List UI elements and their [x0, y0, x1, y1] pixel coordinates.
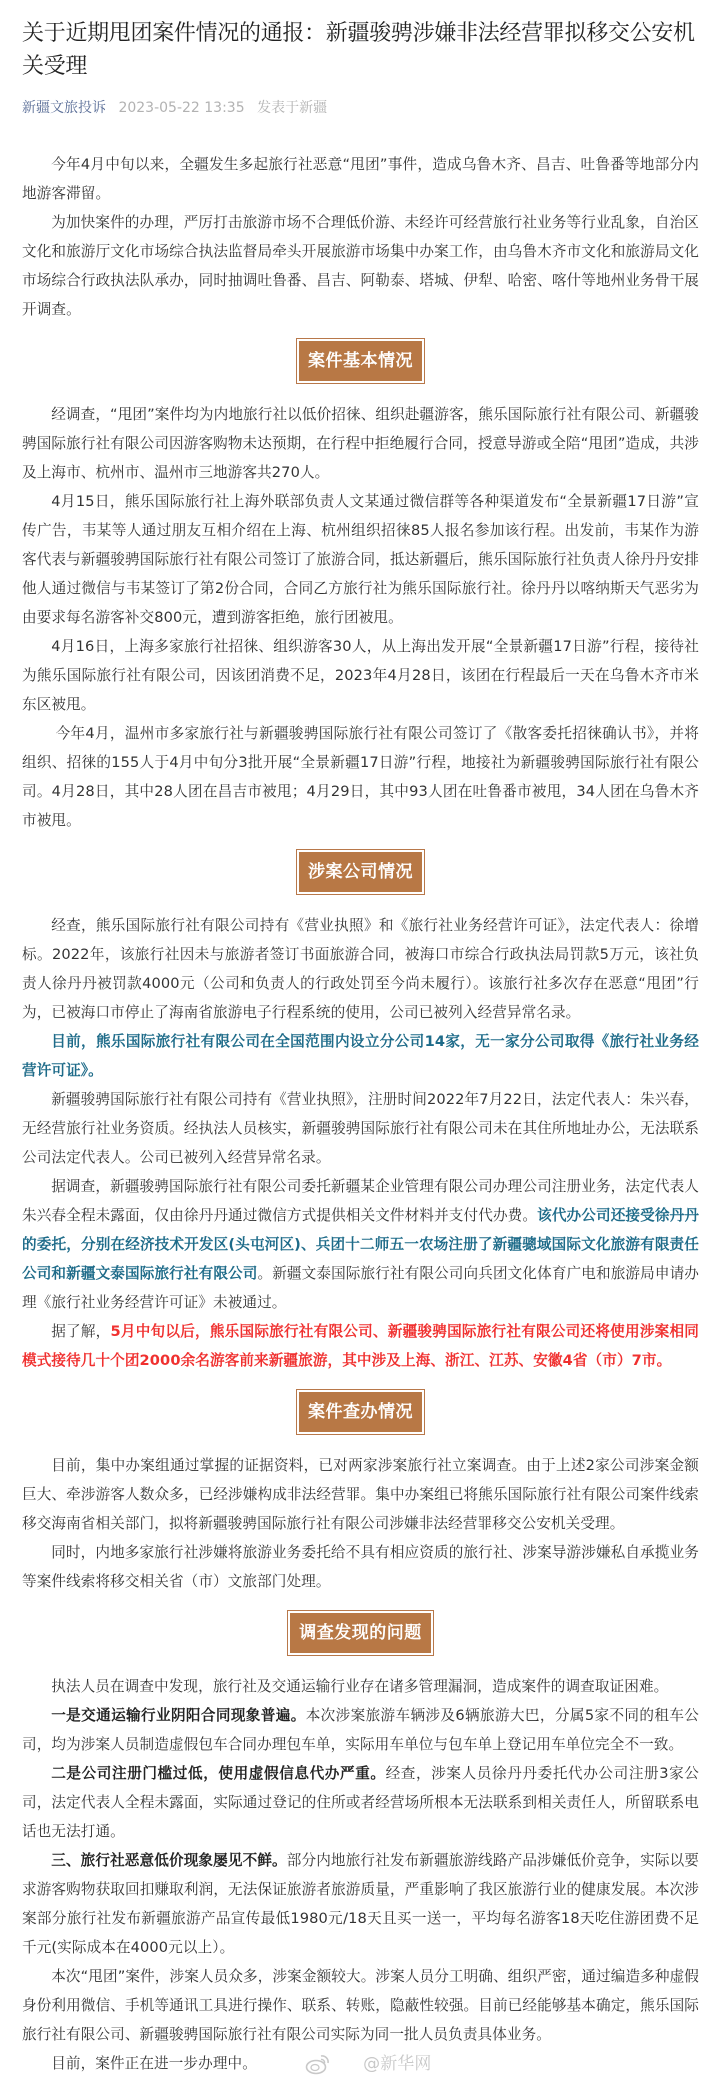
paragraph [22, 1759, 699, 1846]
section-header [296, 849, 425, 895]
highlight-text-blue: 该代办公司还接受徐丹丹的委托，分别在经济技术开发区(头屯河区)、兵团十二师五一农场注册了新疆骢域国际文化旅游有限责任公司和新疆文泰国际旅行社有限公司 [22, 1207, 699, 1282]
section-header [296, 338, 425, 384]
paragraph [22, 1172, 699, 1317]
publish-time: 2023-05-22 13:35 [118, 100, 245, 116]
bold-lead: 一是交通运输行业阴阳合同现象普遍。 [51, 1707, 306, 1724]
paragraph [22, 1846, 699, 1962]
section-header [296, 1389, 425, 1435]
section-header-label: 案件基本情况 [299, 341, 422, 381]
paragraph-text: 本次涉案旅游车辆涉及6辆旅游大巴，分属5家不同的租车公司，均为涉案人员制造虚假包车合同办理包车单，实际用车单位与包车单上登记用车单位完全不一致。 [22, 1707, 699, 1753]
paragraph: 本次“甩团”案件，涉案人员众多，涉案金额较大。涉案人员分工明确、组织严密，通过编造多种虚假身份利用微信、手机等通讯工具进行操作、联系、转账，隐蔽性较强。目前已经能够基本确定，熊乐国际旅行社有限公司、新疆骏骋国际旅行社有限公司实际为同一批人员负责具体业务。 [22, 1968, 699, 2043]
publish-location: 发表于新疆 [257, 100, 328, 116]
paragraph: 新疆骏骋国际旅行社有限公司持有《营业执照》，注册时间2022年7月22日，法定代表人：朱兴春，无经营旅行社业务资质。经执法人员核实，新疆骏骋国际旅行社有限公司未在其住所地址办公，无法联系公司法定代表人。公司已被列入经营异常名录。 [22, 1091, 699, 1166]
paragraph [22, 2049, 699, 2079]
paragraph: 执法人员在调查中发现，旅行社及交通运输行业存在诸多管理漏洞，造成案件的调查取证困难。 [51, 1678, 669, 1695]
section-header-label: 调查发现的问题 [290, 1613, 431, 1653]
section-header-wrap [22, 849, 699, 895]
section-header-wrap [22, 1389, 699, 1435]
paragraph: 今年4月中旬以来，全疆发生多起旅行社恶意“甩团”事件，造成乌鲁木齐、昌吉、吐鲁番等地部分内地游客滞留。 [22, 156, 699, 202]
watermark-text: @新华网 [363, 2053, 432, 2074]
paragraph: 经调查，“甩团”案件均为内地旅行社以低价招徕、组织赴疆游客，熊乐国际旅行社有限公司、新疆骏骋国际旅行社有限公司因游客购物未达预期，在行程中拒绝履行合同，授意导游或全陪“甩团”造成，共涉及上海市、杭州市、温州市三地游客共270人。 [22, 406, 699, 481]
paragraph: 4月16日，上海多家旅行社招徕、组织游客30人，从上海出发开展“全景新疆17日游”行程，接待社为熊乐国际旅行社有限公司，因该团消费不足，2023年4月28日，该团在行程最后一天在乌鲁木齐市米东区被甩。 [22, 638, 699, 713]
paragraph-text: 。新疆文泰国际旅行社有限公司向兵团文化体育广电和旅游局申请办理《旅行社业务经营许可证》未被通过。 [22, 1265, 699, 1311]
paragraph [22, 1317, 699, 1375]
paragraph [22, 1701, 699, 1759]
watermark [305, 2050, 432, 2079]
article-content [22, 150, 699, 2079]
highlight-paragraph: 目前，熊乐国际旅行社有限公司在全国范围内设立分公司14家，无一家分公司取得《旅行社业务经营许可证》。 [22, 1033, 699, 1079]
section-header-wrap [22, 338, 699, 384]
paragraph: 为加快案件的办理，严厉打击旅游市场不合理低价游、未经许可经营旅行社业务等行业乱象，自治区文化和旅游厅文化市场综合执法监督局牵头开展旅游市场集中办案工作，由乌鲁木齐市文化和旅游局文化市场综合行政执法队承办，同时抽调吐鲁番、昌吉、阿勒泰、塔城、伊犁、哈密、喀什等地州业务骨干展开调查。 [22, 214, 699, 318]
section-header-wrap [22, 1610, 699, 1656]
paragraph-text: 部分内地旅行社发布新疆旅游线路产品涉嫌低价竞争，实际以要求游客购物获取回扣赚取利润，无法保证旅游者旅游质量，严重影响了我区旅游行业的健康发展。本次涉案部分旅行社发布新疆旅游产品宣传最低1980元/18天且买一送一，平均每名游客18天吃住游团费不足千元(实际成本在4000元以上）。 [22, 1852, 699, 1956]
article-meta [22, 98, 699, 118]
section-header-label: 涉案公司情况 [299, 852, 422, 892]
paragraph: 4月15日，熊乐国际旅行社上海外联部负责人文某通过微信群等各种渠道发布“全景新疆17日游”宣传广告，韦某等人通过朋友互相介绍在上海、杭州组织招徕85人报名参加该行程。出发前，韦某作为游客代表与新疆骏骋国际旅行社有限公司签订了旅游合同，抵达新疆后，熊乐国际旅行社负责人徐丹丹安排他人通过微信与韦某签订了第2份合同，合同乙方旅行社为熊乐国际旅行社。徐丹丹以喀纳斯天气恶劣为由要求每名游客补交800元，遭到游客拒绝，旅行团被甩。 [22, 493, 699, 626]
paragraph: 同时，内地多家旅行社涉嫌将旅游业务委托给不具有相应资质的旅行社、涉案导游涉嫌私自承揽业务等案件线索将移交相关省（市）文旅部门处理。 [22, 1544, 699, 1590]
bold-lead: 二是公司注册门槛过低，使用虚假信息代办严重。 [51, 1765, 386, 1782]
highlight-text-red: 5月中旬以后，熊乐国际旅行社有限公司、新疆骏骋国际旅行社有限公司还将使用涉案相同模式接待几十个团2000余名游客前来新疆旅游，其中涉及上海、浙江、江苏、安徽4省（市）7市。 [22, 1323, 699, 1369]
paragraph-text: 目前，案件正在进一步办理中。 [51, 2055, 257, 2072]
paragraph: 经查，熊乐国际旅行社有限公司持有《营业执照》和《旅行社业务经营许可证》，法定代表人：徐增标。2022年，该旅行社因未与旅游者签订书面旅游合同，被海口市综合行政执法局罚款5万元，该社负责人徐丹丹被罚款4000元（公司和负责人的行政处罚至今尚未履行）。该旅行社多次存在恶意“甩团”行为，已被海口市停止了海南省旅游电子行程系统的使用，公司已被列入经营异常名录。 [22, 917, 699, 1021]
paragraph: 目前，集中办案组通过掌握的证据资料，已对两家涉案旅行社立案调查。由于上述2家公司涉案金额巨大、牵涉游客人数众多，已经涉嫌构成非法经营罪。集中办案组已将熊乐国际旅行社有限公司案件线索移交海南省相关部门，拟将新疆骏骋国际旅行社有限公司涉嫌非法经营罪移交公安机关受理。 [22, 1457, 699, 1532]
paragraph-text: 据了解， [51, 1323, 111, 1340]
section-header-label: 案件查办情况 [299, 1392, 422, 1432]
paragraph: 今年4月，温州市多家旅行社与新疆骏骋国际旅行社有限公司签订了《散客委托招徕确认书》，并将组织、招徕的155人于4月中旬分3批开展“全景新疆17日游”行程，地接社为新疆骏骋国际旅行社有限公司。4月28日，其中28人团在昌吉市被甩；4月29日，其中93人团在吐鲁番市被甩，34人团在乌鲁木齐市被甩。 [22, 725, 699, 829]
weibo-icon [305, 2053, 331, 2075]
section-header [287, 1610, 434, 1656]
account-name-link[interactable]: 新疆文旅投诉 [22, 100, 106, 116]
paragraph-text: 据调查，新疆骏骋国际旅行社有限公司委托新疆某企业管理有限公司办理公司注册业务，法定代表人朱兴春全程未露面，仅由徐丹丹通过微信方式提供相关文件材料并支付代办费。 [22, 1178, 699, 1224]
article-title: 关于近期甩团案件情况的通报：新疆骏骋涉嫌非法经营罪拟移交公安机关受理 [22, 21, 695, 79]
paragraph-text: 经查，涉案人员徐丹丹委托代办公司注册3家公司，法定代表人全程未露面，实际通过登记的住所或者经营场所根本无法联系到相关责任人，所留联系电话也无法打通。 [22, 1765, 700, 1840]
bold-lead: 三、旅行社恶意低价现象屡见不鲜。 [51, 1852, 287, 1869]
